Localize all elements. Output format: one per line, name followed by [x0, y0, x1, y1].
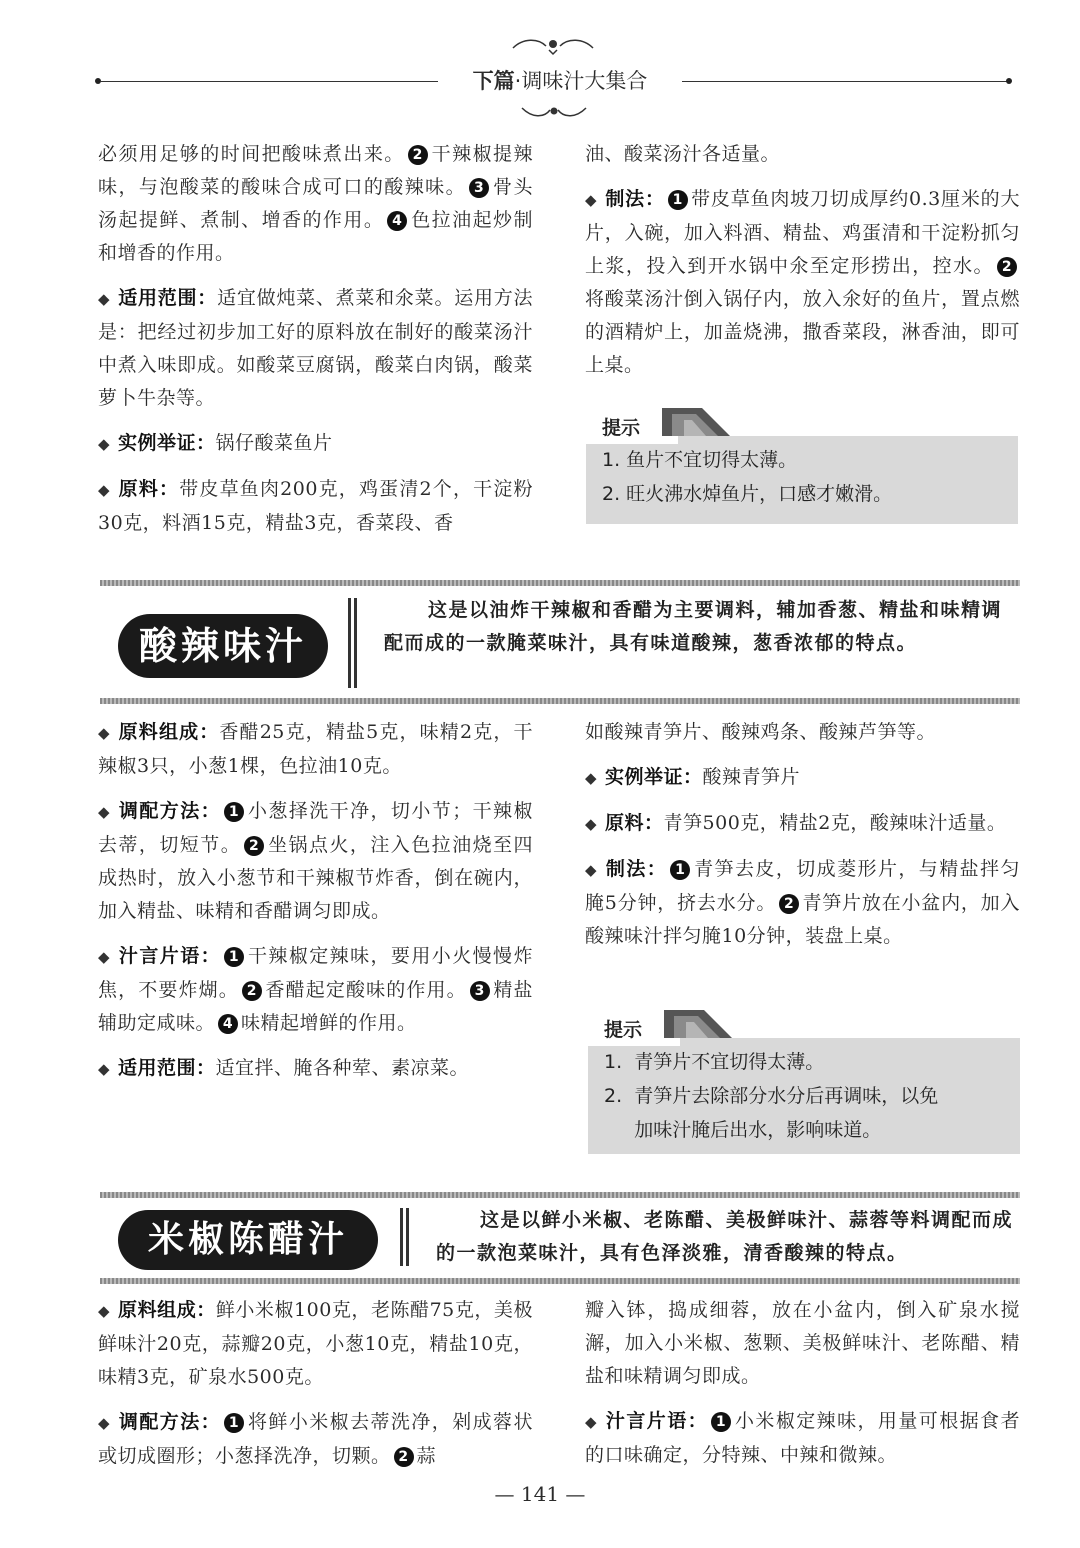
paragraph-label: 制法：	[605, 188, 665, 210]
diamond-bullet-icon: ◆	[98, 481, 111, 499]
paragraph	[98, 282, 533, 415]
tip-stripes-decoration	[662, 408, 734, 436]
paragraph-text: 小米椒定辣味，用量可根据食者的口味确定，分特辣、中辣和微辣。	[585, 1410, 1020, 1466]
section-rule-bottom	[100, 1278, 1020, 1284]
section-rule-top	[100, 1192, 1020, 1198]
header-ornament-top	[508, 34, 598, 56]
paragraph-label: 调配方法：	[118, 1411, 222, 1433]
paragraph	[98, 473, 533, 540]
step-number-icon: 2	[997, 257, 1017, 277]
diamond-bullet-icon: ◆	[585, 815, 598, 833]
paragraph-label: 汁言片语：	[605, 1410, 709, 1432]
top-left-column	[98, 138, 533, 552]
paragraph-label: 制法：	[605, 858, 668, 880]
paragraph-text: 香醋起定酸味的作用。	[264, 979, 467, 1001]
tip-line: 2. 旺火沸水焯鱼片，口感才嫩滑。	[602, 483, 893, 505]
paragraph	[98, 1406, 533, 1473]
paragraph-label: 调配方法：	[118, 800, 222, 822]
diamond-bullet-icon: ◆	[585, 191, 598, 209]
paragraph-label: 原料：	[605, 812, 664, 834]
paragraph-text: 干辣椒定辣味，要用小火慢慢炸焦，不要炸煳。	[98, 945, 533, 1001]
section-divider-bar	[400, 1208, 403, 1266]
paragraph-label: 原料组成：	[118, 721, 220, 743]
paragraph	[585, 761, 1020, 795]
section-title-badge: 酸辣味汁	[118, 614, 328, 678]
top-right-column	[585, 138, 1020, 394]
paragraph	[585, 1405, 1020, 1472]
diamond-bullet-icon: ◆	[98, 803, 111, 821]
paragraph-text: 带皮草鱼肉坡刀切成厚约0.3厘米的大片，入碗，加入料酒、精盐、鸡蛋清和干淀粉抓匀上浆，投入到开水锅中氽至定形捞出，控水。	[585, 188, 1020, 277]
paragraph-text: 鲜小米椒100克，老陈醋75克，美极鲜味汁20克，蒜瓣20克，小葱10克，精盐10克，味精3克，矿泉水500克。	[98, 1299, 533, 1388]
paragraph	[98, 1294, 533, 1394]
paragraph-text: 青笋500克，精盐2克，酸辣味汁适量。	[663, 812, 1007, 834]
paragraph-text: 坐锅点火，注入色拉油烧至四成热时，放入小葱节和干辣椒节炸香，倒在碗内，加入精盐、味精和香醋调匀即成。	[98, 834, 533, 922]
step-number-icon: 1	[224, 947, 244, 967]
tip-title: 提示	[588, 1010, 680, 1046]
paragraph-text: 油、酸菜汤汁各适量。	[585, 143, 781, 165]
paragraph	[98, 1052, 533, 1086]
section3-left-column	[98, 1294, 533, 1485]
tip-box	[588, 1019, 1020, 1154]
section-divider-bar	[406, 1208, 409, 1266]
header-rule-right	[682, 81, 1008, 82]
section2-left-column	[98, 716, 533, 1098]
diamond-bullet-icon: ◆	[585, 1413, 598, 1431]
step-number-icon: 4	[218, 1014, 238, 1034]
section-intro: 这是以油炸干辣椒和香醋为主要调料，辅加香葱、精盐和味精调配而成的一款腌菜味汁，具有味道酸辣，葱香浓郁的特点。	[384, 599, 1003, 654]
paragraph	[98, 795, 533, 928]
paragraph-text: 必须用足够的时间把酸味煮出来。	[98, 143, 405, 165]
header-dot-right	[1006, 78, 1012, 84]
diamond-bullet-icon: ◆	[98, 948, 111, 966]
running-head-title: 调味汁大集合	[521, 69, 648, 93]
paragraph-text: 小葱择洗干净，切小节；干辣椒去蒂，切短节。	[98, 800, 533, 856]
tip-stripes-decoration	[664, 1010, 736, 1038]
paragraph-text: 将酸菜汤汁倒入锅仔内，放入氽好的鱼片，置点燃的酒精炉上，加盖烧沸，撒香菜段，淋香油，即可上桌。	[585, 288, 1020, 376]
tip-title: 提示	[586, 408, 678, 444]
paragraph-text: 带皮草鱼肉200克，鸡蛋清2个，干淀粉30克，料酒15克，精盐3克，香菜段、香	[98, 478, 533, 534]
paragraph	[585, 807, 1020, 841]
section-divider-bar	[348, 598, 351, 688]
header-rule-left	[100, 81, 438, 82]
section-title-badge: 米椒陈醋汁	[118, 1210, 378, 1270]
running-head	[450, 64, 670, 98]
paragraph-label: 实例举证：	[605, 766, 703, 788]
paragraph-text: 青笋片放在小盆内，加入酸辣味汁拌匀腌10分钟，装盘上桌。	[585, 892, 1020, 947]
step-number-icon: 2	[779, 894, 799, 914]
paragraph-text: 酸辣青笋片	[702, 766, 801, 788]
section-intro: 这是以鲜小米椒、老陈醋、美极鲜味汁、蒜蓉等料调配而成的一款泡菜味汁，具有色泽淡雅，清香酸辣的特点。	[436, 1209, 1014, 1264]
step-number-icon: 2	[394, 1447, 414, 1467]
step-number-icon: 1	[224, 1413, 244, 1433]
step-number-icon: 2	[244, 836, 264, 856]
paragraph	[585, 138, 1020, 171]
paragraph-text: 味精起增鲜的作用。	[241, 1012, 417, 1034]
section-divider-bar	[354, 598, 357, 688]
paragraph-label: 适用范围：	[118, 287, 218, 309]
paragraph-text: 适宜做炖菜、煮菜和氽菜。运用方法是：把经过初步加工好的原料放在制好的酸菜汤汁中煮入味即成。如酸菜豆腐锅，酸菜白肉锅，酸菜萝卜牛杂等。	[98, 287, 533, 409]
step-number-icon: 1	[670, 860, 690, 880]
step-number-icon: 1	[224, 802, 244, 822]
tip-line: 1. 青笋片不宜切得太薄。	[604, 1051, 825, 1073]
section-rule-top	[100, 580, 1020, 586]
page-number: — 141 —	[494, 1482, 586, 1506]
paragraph-label: 汁言片语：	[118, 945, 222, 967]
paragraph-text: 精盐辅助定咸味。	[98, 979, 533, 1034]
paragraph-text: 如酸辣青笋片、酸辣鸡条、酸辣芦笋等。	[585, 721, 937, 743]
paragraph-text: 瓣入钵，捣成细蓉，放在小盆内，倒入矿泉水搅澥，加入小米椒、葱颗、美极鲜味汁、老陈醋、精盐和味精调匀即成。	[585, 1299, 1020, 1387]
header-ornament-bottom	[518, 102, 590, 122]
diamond-bullet-icon: ◆	[98, 1414, 111, 1432]
step-number-icon: 2	[408, 145, 428, 165]
diamond-bullet-icon: ◆	[98, 290, 111, 308]
diamond-bullet-icon: ◆	[98, 724, 111, 742]
paragraph	[98, 716, 533, 783]
paragraph	[585, 1294, 1020, 1393]
paragraph-label: 适用范围：	[118, 1057, 216, 1079]
step-number-icon: 3	[469, 178, 489, 198]
step-number-icon: 1	[711, 1412, 731, 1432]
step-number-icon: 2	[242, 981, 262, 1001]
paragraph-label: 实例举证：	[118, 432, 216, 454]
paragraph-text: 色拉油起炒制和增香的作用。	[98, 209, 533, 264]
paragraph-text: 干辣椒提辣味，与泡酸菜的酸味合成可口的酸辣味。	[98, 143, 533, 198]
paragraph-text: 蒜	[416, 1445, 437, 1467]
section2-right-column	[585, 716, 1020, 965]
paragraph	[98, 940, 533, 1040]
paragraph	[98, 138, 533, 270]
paragraph-text: 将鲜小米椒去蒂洗净，剁成蓉状或切成圈形；小葱择洗净，切颗。	[98, 1411, 533, 1467]
paragraph-label: 原料组成：	[118, 1299, 216, 1321]
running-head-separator: ·	[514, 69, 522, 93]
diamond-bullet-icon: ◆	[585, 861, 598, 879]
diamond-bullet-icon: ◆	[585, 769, 598, 787]
tip-line: 加味汁腌后出水，影响味道。	[604, 1119, 882, 1141]
paragraph	[585, 716, 1020, 749]
step-number-icon: 4	[387, 211, 407, 231]
paragraph-label: 原料：	[118, 478, 180, 500]
paragraph-text: 青笋去皮，切成菱形片，与精盐拌匀腌5分钟，挤去水分。	[585, 858, 1020, 914]
paragraph-text: 适宜拌、腌各种荤、素凉菜。	[215, 1057, 470, 1079]
tip-box	[586, 417, 1018, 524]
paragraph-text: 锅仔酸菜鱼片	[215, 432, 333, 454]
paragraph	[585, 853, 1020, 953]
paragraph	[585, 183, 1020, 382]
paragraph	[98, 427, 533, 461]
section3-right-column	[585, 1294, 1020, 1484]
tip-line: 2. 青笋片去除部分水分后再调味，以免	[604, 1085, 939, 1107]
diamond-bullet-icon: ◆	[98, 435, 111, 453]
paragraph-text: 骨头汤起提鲜、煮制、增香的作用。	[98, 176, 533, 231]
tip-line: 1. 鱼片不宜切得太薄。	[602, 449, 798, 471]
running-head-section: 下篇	[472, 69, 515, 93]
section-rule-bottom	[100, 698, 1020, 704]
step-number-icon: 1	[668, 190, 688, 210]
paragraph-text: 香醋25克，精盐5克，味精2克，干辣椒3只，小葱1棵，色拉油10克。	[98, 721, 533, 777]
step-number-icon: 3	[470, 981, 490, 1001]
diamond-bullet-icon: ◆	[98, 1060, 111, 1078]
diamond-bullet-icon: ◆	[98, 1302, 111, 1320]
